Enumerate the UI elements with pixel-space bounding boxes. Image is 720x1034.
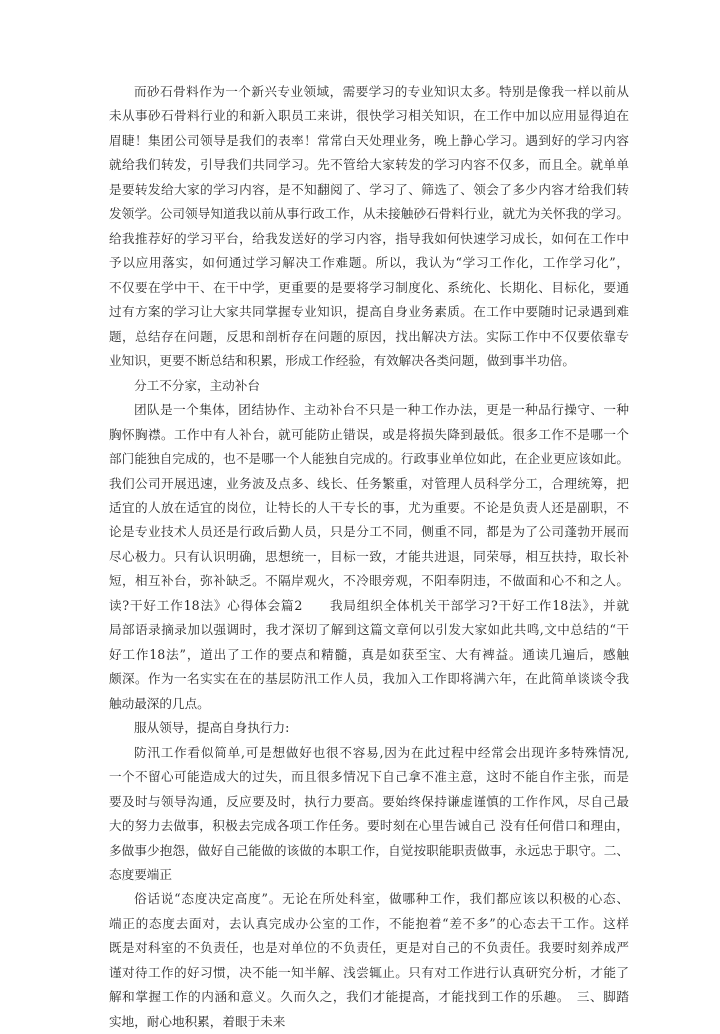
text-line: 不仅要在学中干、在干中学，更重要的是要将学习制度化、系统化、长期化、目标化，要通 xyxy=(109,279,629,295)
text-line: 我们公司开展迅速，业务波及点多、线长、任务繁重，对管理人员科学分工，合理统筹，把 xyxy=(109,475,629,491)
text-line: 实地，耐心地积累，着眼于未来 xyxy=(109,1013,286,1029)
text-line: 胸怀胸襟。工作中有人补台，就可能防止错误，或是将损失降到最低。很多工作不是哪一个 xyxy=(109,426,629,442)
text-line: 既是对科室的不负责任，也是对单位的不负责任，更是对自己的不负责任。我要时刻养成严 xyxy=(109,940,629,956)
text-line: 防汛工作看似简单,可是想做好也很不容易,因为在此过程中经常会出现许多特殊情况, xyxy=(134,744,629,760)
text-line: 颇深。作为一名实实在在的基层防汛工作人员，我加入工作即将满六年，在此简单谈谈令我 xyxy=(109,671,629,687)
text-line: 题，总结存在问题，反思和剖析存在问题的原因，找出解决方法。实际工作中不仅要依靠专 xyxy=(109,328,629,344)
text-line: 服从领导，提高自身执行力: xyxy=(134,720,290,736)
text-line: 俗话说“态度决定高度”。无论在所处科室，做哪种工作，我们都应该以积极的心态、 xyxy=(134,891,629,907)
text-line: 眉睫！集团公司领导是我们的表率！常常白天处理业务，晚上静心学习。遇到好的学习内容 xyxy=(109,132,629,148)
text-line: 分工不分家，主动补台 xyxy=(134,377,260,393)
text-line: 给我推荐好的学习平台，给我发送好的学习内容，指导我如何快速学习成长，如何在工作中 xyxy=(109,230,629,246)
text-line: 未从事砂石骨料行业的和新入职员工来讲，很快学习相关知识，在工作中加以应用显得迫在 xyxy=(109,108,629,124)
text-line: 团队是一个集体，团结协作、主动补台不只是一种工作办法，更是一种品行操守、一种 xyxy=(134,402,629,418)
text-line: 态度要端正 xyxy=(109,867,172,882)
text-line: 触动最深的几点。 xyxy=(109,695,210,711)
text-line: 短，相互补台，弥补缺乏。不隔岸观火，不冷眼旁观，不阳奉阴违，不做面和心不和之人。 xyxy=(109,573,629,589)
text-line: 谨对待工作的好习惯，决不能一知半解、浅尝辄止。只有对工作进行认真研究分析，才能了 xyxy=(109,964,629,980)
text-line: 大的努力去做事，积极去完成各项工作任务。要时刻在心里告诫自己 没有任何借口和理由， xyxy=(109,818,629,834)
document-body xyxy=(109,80,629,1034)
text-line: 部门能独自完成的，也不是哪一个人能独自完成的。行政事业单位如此，在企业更应该如此。 xyxy=(109,451,629,467)
text-line: 论是专业技术人员还是行政后勤人员，只是分工不同，侧重不同，都是为了公司蓬勃开展而 xyxy=(109,524,629,540)
text-line: 好工作18法”，道出了工作的要点和精髓，真是如获至宝、大有裨益。通读几遍后，感触 xyxy=(109,646,629,662)
text-line: 尽心极力。只有认识明确，思想统一，目标一致，才能共进退，同荣辱，相互扶持，取长补 xyxy=(109,548,629,564)
text-line: 发领学。公司领导知道我以前从事行政工作，从未接触砂石骨料行业，就尤为关怀我的学习。 xyxy=(109,206,629,222)
text-line: 局部语录摘录加以强调时，我才深切了解到这篇文章何以引发大家如此共鸣,文中总结的“干 xyxy=(109,622,629,638)
text-line: 业知识，更要不断总结和积累，形成工作经验，有效解决各类问题，做到事半功倍。 xyxy=(109,353,575,369)
text-line: 予以应用落实，如何通过学习解决工作难题。所以，我认为“学习工作化，工作学习化”， xyxy=(109,255,629,271)
text-line: 是要转发给大家的学习内容，是不知翻阅了、学习了、筛选了、领会了多少内容才给我们转 xyxy=(109,181,629,197)
text-line: 就给我们转发，引导我们共同学习。先不管给大家转发的学习内容不仅多，而且全。就单单 xyxy=(109,157,629,173)
text-line: 要及时与领导沟通，反应要及时，执行力要高。要始终保持谦虚谨慎的工作作风，尽自己最 xyxy=(109,793,629,809)
text-line: 多做事少抱怨，做好自己能做的该做的本职工作，自觉按职能职责做事，永远忠于职守。二、 xyxy=(109,842,629,858)
text-line: 读?干好工作18法》心得体会篇2 我局组织全体机关干部学习?干好工作18法》，并就 xyxy=(109,597,629,613)
text-line: 而砂石骨料作为一个新兴专业领域，需要学习的专业知识太多。特别是像我一样以前从 xyxy=(134,84,629,99)
text-line: 端正的态度去面对，去认真完成办公室的工作，不能抱着“差不多”的心态去干工作。这样 xyxy=(109,915,629,931)
text-line: 一个不留心可能造成大的过失，而且很多情况下自己拿不准主意，这时不能自作主张，而是 xyxy=(109,769,629,785)
text-line: 解和掌握工作的内涵和意义。久而久之，我们才能提高，才能找到工作的乐趣。 三、脚踏 xyxy=(109,989,629,1005)
text-line: 适宜的人放在适宜的岗位，让特长的人干专长的事，尤为重要。不论是负责人还是副职，不 xyxy=(109,499,629,515)
text-line: 过有方案的学习让大家共同掌握专业知识，提高自身业务素质。在工作中要随时记录遇到难 xyxy=(109,304,629,320)
